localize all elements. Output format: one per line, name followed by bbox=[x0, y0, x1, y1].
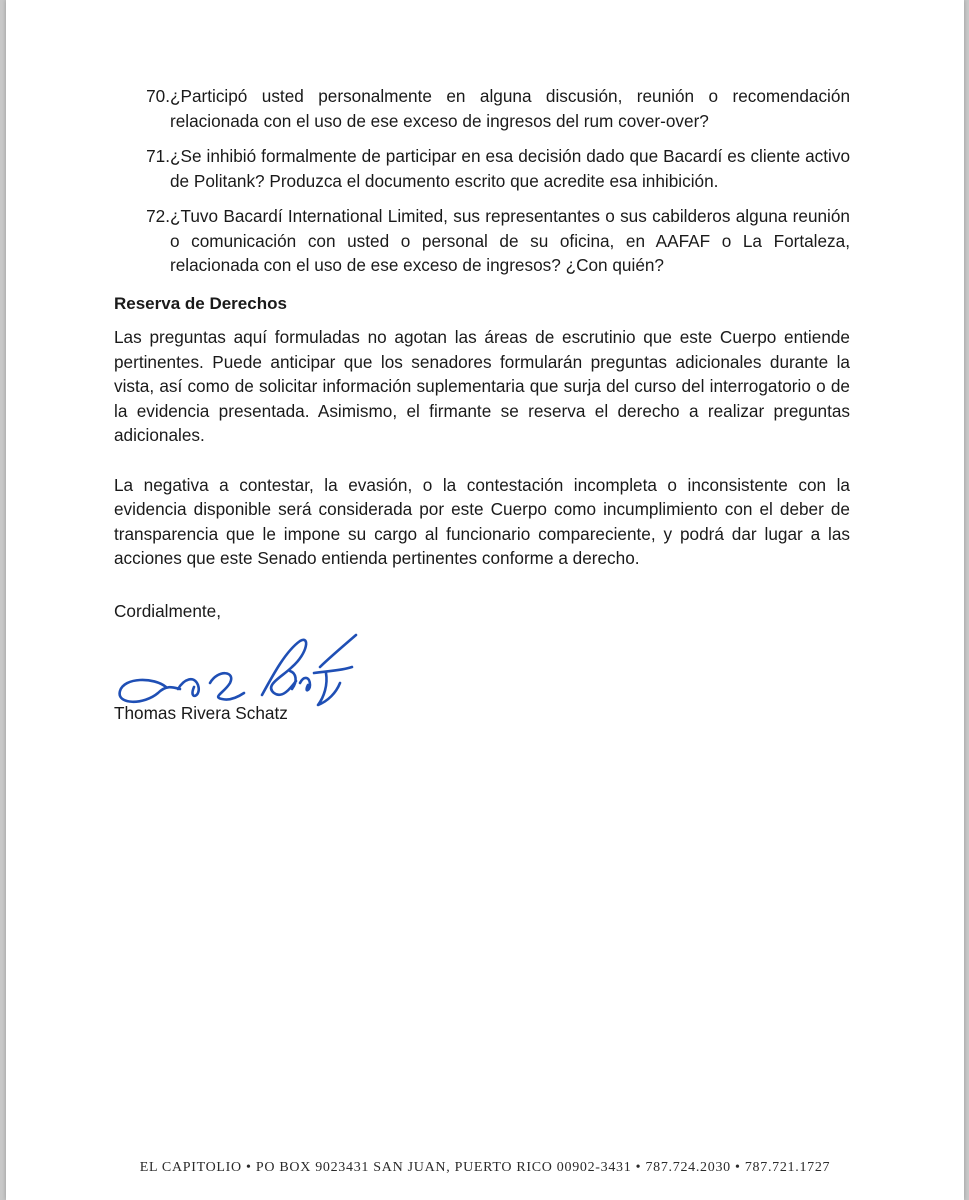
paragraph: Las preguntas aquí formuladas no agotan las áreas de escrutinio que este Cuerpo entiende pertinentes. Puede anticipar que los senadores formularán preguntas adicionales durante la vista, así como de solicitar información suplementaria que surja del curso del interrogatorio o de la evidencia presentada. Asimismo, el firmante se reserva el derecho a realizar preguntas adicionales. bbox=[114, 327, 850, 445]
question-text: ¿Se inhibió formalmente de participar en esa decisión dado que Bacardí es cliente activo de Politank? Produzca el documento escrito que acredite esa inhibición. bbox=[170, 146, 850, 191]
document-page bbox=[6, 0, 964, 1200]
question-item-72 bbox=[114, 204, 850, 278]
question-text: ¿Participó usted personalmente en alguna discusión, reunión o recomendación relacionada con el uso de ese exceso de ingresos del rum cover-over? bbox=[170, 86, 850, 131]
question-item-70 bbox=[114, 84, 850, 133]
section-heading: Reserva de Derechos bbox=[114, 293, 287, 313]
closing-salutation: Cordialmente, bbox=[114, 600, 221, 621]
question-text: ¿Tuvo Bacardí International Limited, sus representantes o sus cabilderos alguna reunión o comunicación con usted o personal de su oficina, en AAFAF o La Fortaleza, relacionada con el uso de ese exceso de ingresos? ¿Con quién? bbox=[170, 206, 850, 275]
question-number: 72. bbox=[146, 206, 170, 226]
question-number: 71. bbox=[146, 146, 170, 166]
question-list bbox=[114, 84, 850, 278]
question-item-71 bbox=[114, 144, 850, 193]
document-body bbox=[114, 84, 850, 726]
paragraph: La negativa a contestar, la evasión, o la contestación incompleta o inconsistente con la evidencia disponible será considerada por este Cuerpo como incumplimiento con el deber de transparencia que le impone su cargo al funcionario compareciente, y podrá dar lugar a las acciones que este Senado entienda pertinentes conforme a derecho. bbox=[114, 474, 850, 568]
signer-name: Thomas Rivera Schatz bbox=[114, 703, 288, 723]
letterhead-footer: EL CAPITOLIO • PO BOX 9023431 SAN JUAN, PUERTO RICO 00902-3431 • 787.724.2030 • 787.721.1727 bbox=[139, 1160, 831, 1175]
handwritten-signature bbox=[114, 627, 374, 711]
question-number: 70. bbox=[146, 86, 170, 106]
